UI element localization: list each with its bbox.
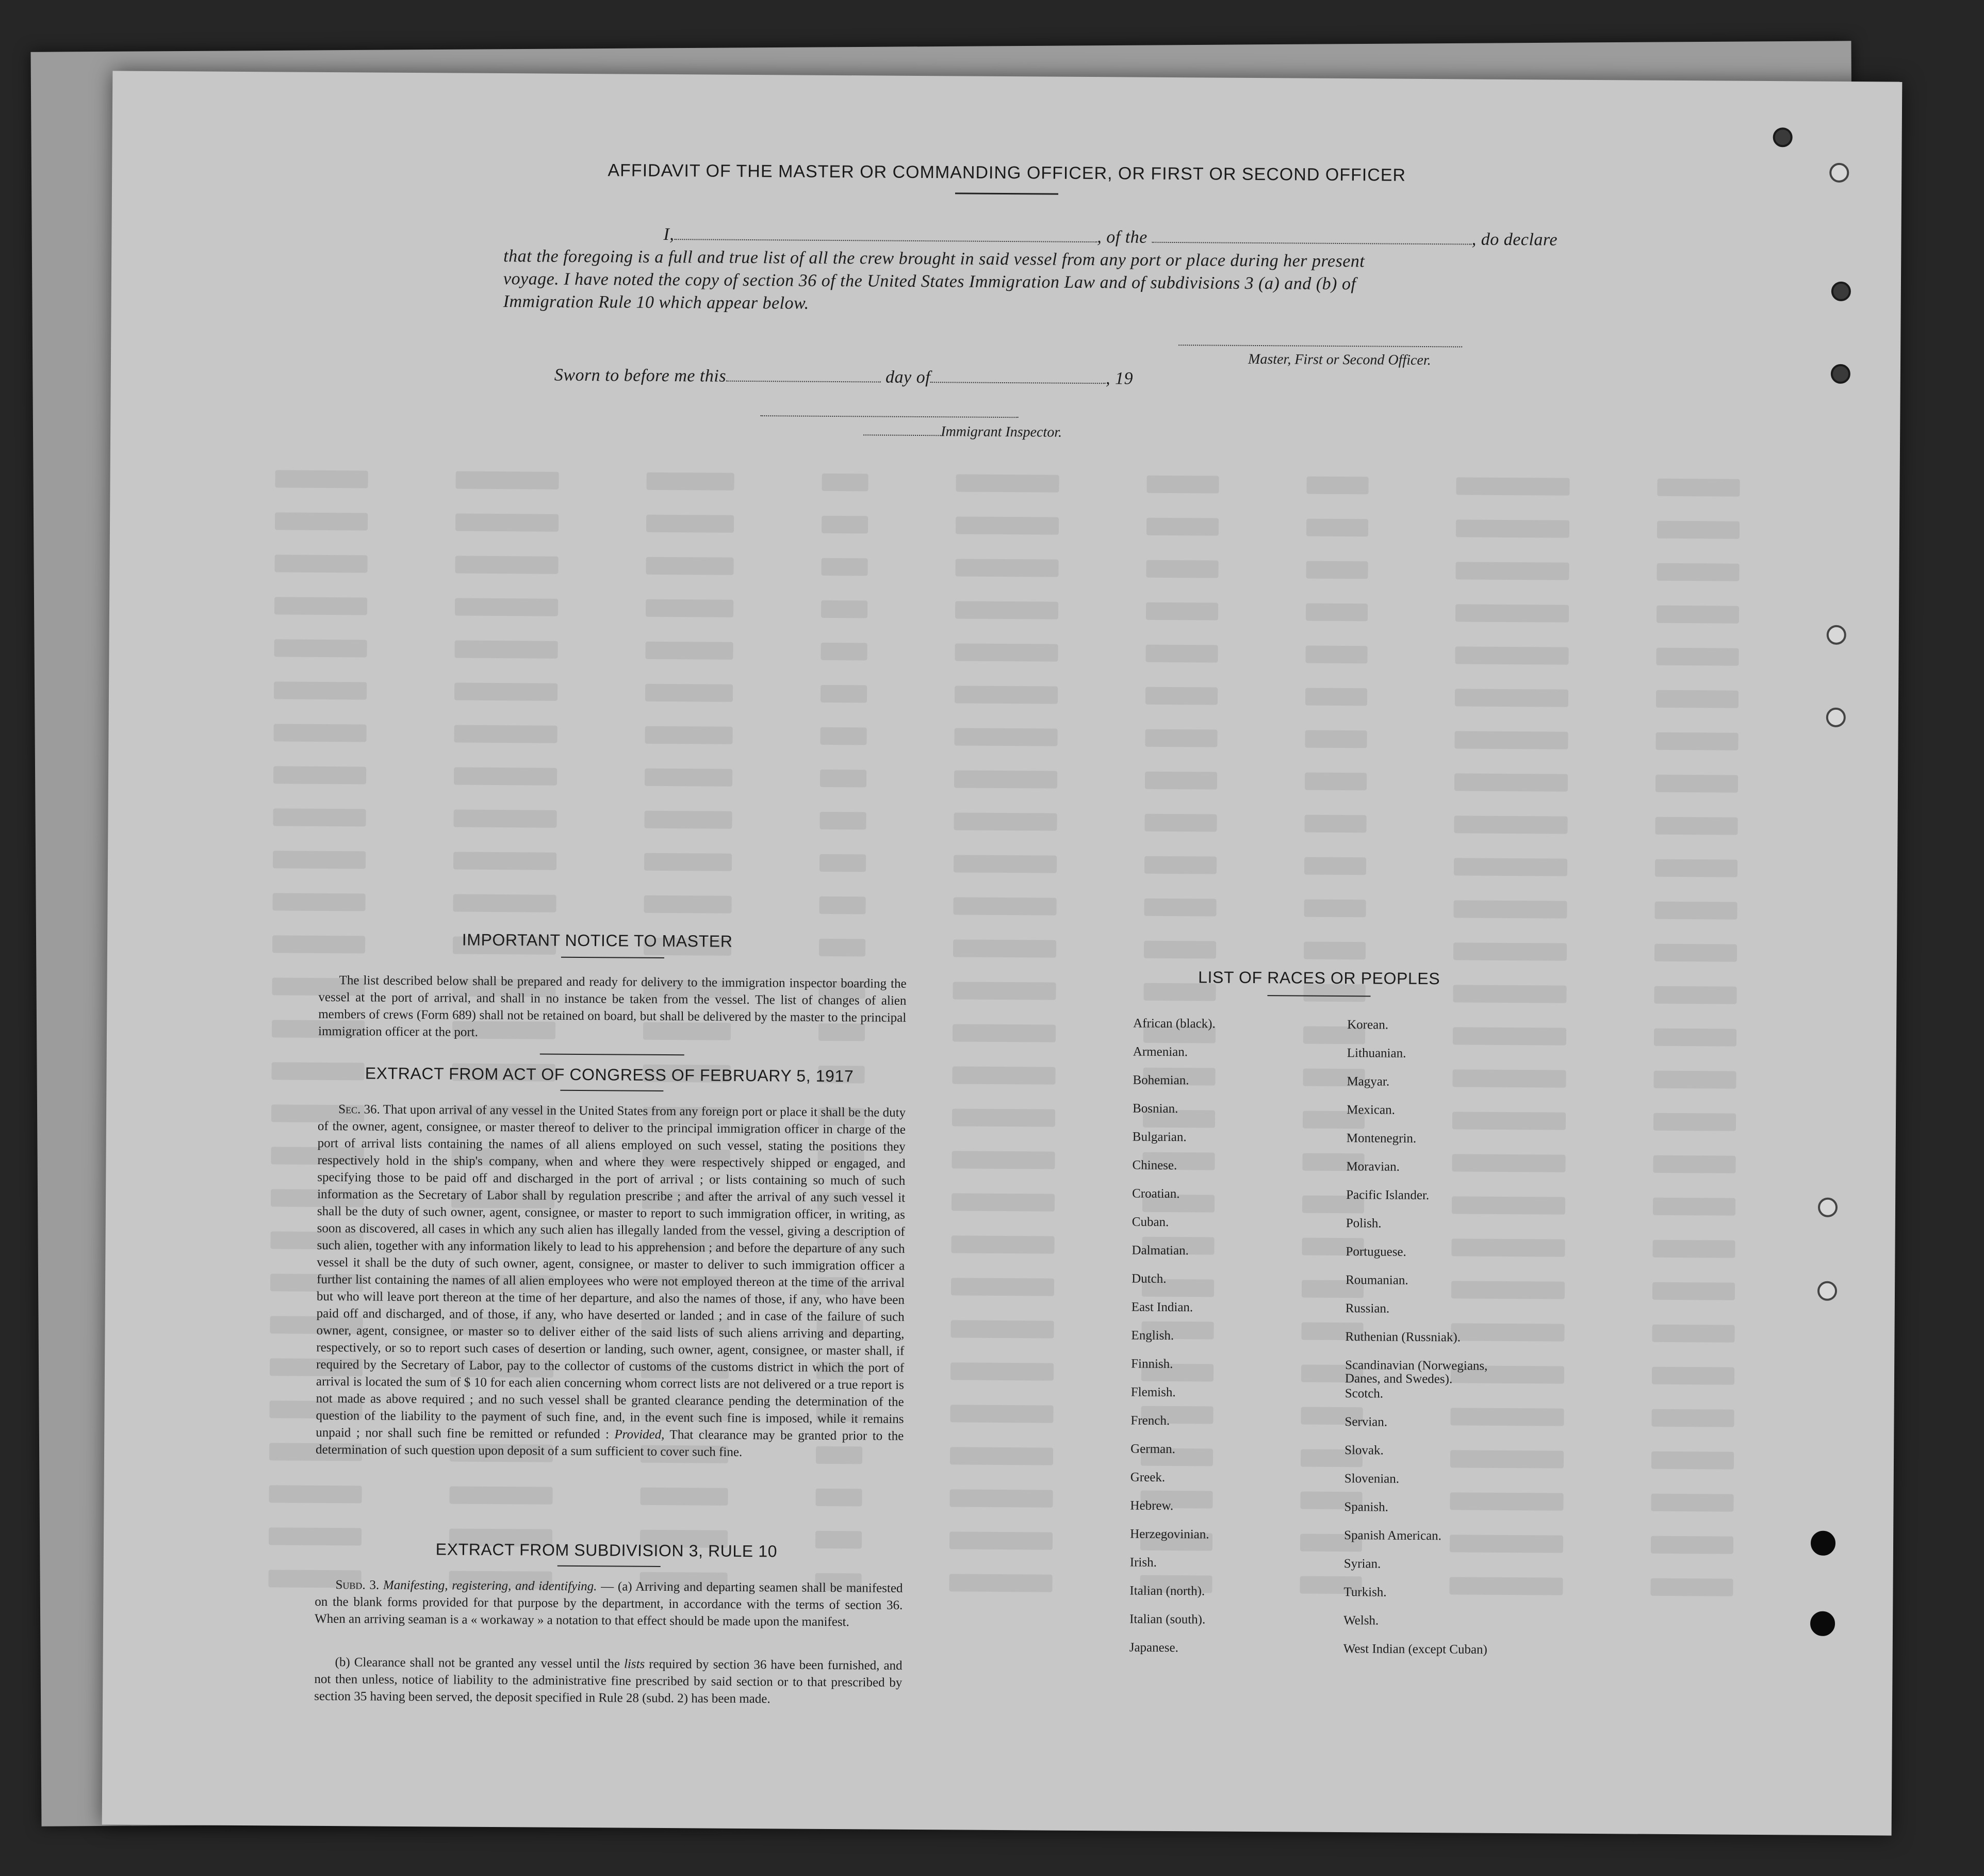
race-item: English.	[1131, 1328, 1174, 1343]
bleed-through-mark	[955, 559, 1058, 577]
bleed-through-mark	[1305, 773, 1367, 791]
bleed-through-mark	[640, 1488, 728, 1506]
bleed-through-mark	[1456, 519, 1569, 537]
bleed-through-mark	[819, 896, 865, 915]
sworn-month-blank[interactable]	[930, 377, 1106, 384]
race-item: Portuguese.	[1346, 1245, 1406, 1259]
bleed-through-mark	[954, 728, 1057, 746]
race-item: Bulgarian.	[1132, 1130, 1187, 1145]
bleed-through-mark	[821, 685, 867, 703]
race-item: Cuban.	[1132, 1215, 1169, 1229]
race-item: East Indian.	[1131, 1300, 1193, 1315]
bleed-through-mark	[949, 1489, 1053, 1507]
sworn-line	[554, 366, 1133, 389]
vessel-blank[interactable]	[1152, 237, 1472, 245]
bleed-through-mark	[1145, 772, 1217, 790]
race-item: Chinese.	[1132, 1158, 1177, 1173]
bleed-through-mark	[1653, 1071, 1736, 1089]
bleed-through-mark	[454, 641, 558, 659]
bleed-through-mark	[820, 770, 866, 788]
race-item: Spanish American.	[1344, 1528, 1442, 1543]
manifest-page	[102, 71, 1903, 1835]
bleed-through-mark	[950, 1405, 1053, 1423]
bleed-through-mark	[455, 471, 559, 490]
race-item: Greek.	[1130, 1470, 1166, 1485]
bleed-through-mark	[454, 683, 558, 701]
bleed-through-mark	[274, 681, 367, 699]
rule-subd-a	[315, 1576, 903, 1631]
race-item: Japanese.	[1129, 1640, 1178, 1655]
race-item: German.	[1130, 1442, 1175, 1457]
bleed-through-mark	[1655, 775, 1738, 793]
bleed-through-mark	[644, 853, 732, 871]
sworn-prefix: Sworn to before me this	[554, 365, 727, 386]
bleed-through-mark	[1657, 479, 1740, 497]
rule-a-label: — (a)	[601, 1579, 632, 1594]
bleed-through-mark	[1653, 1113, 1736, 1131]
race-item: Polish.	[1346, 1216, 1382, 1231]
bleed-through-mark	[644, 811, 732, 829]
punch-hole	[1831, 282, 1851, 301]
bleed-through-mark	[1454, 731, 1568, 749]
race-item: Russian.	[1345, 1301, 1390, 1316]
punch-hole	[1831, 364, 1850, 384]
punch-hole	[1818, 1198, 1838, 1217]
bleed-through-row	[273, 802, 1794, 842]
bleed-through-mark	[1454, 773, 1568, 791]
bleed-through-mark	[821, 558, 867, 576]
bleed-through-mark	[1306, 561, 1368, 579]
bleed-through-mark	[1653, 1155, 1735, 1173]
bleed-through-row	[274, 548, 1796, 589]
bleed-through-mark	[1146, 602, 1218, 621]
punch-hole	[1829, 163, 1849, 183]
bleed-through-mark	[1456, 477, 1569, 495]
bleed-through-mark	[955, 643, 1058, 661]
bleed-through-mark	[274, 554, 367, 573]
bleed-through-mark	[950, 1362, 1054, 1380]
bleed-through-mark	[1651, 1494, 1733, 1512]
inspector-label-text: Immigrant Inspector.	[941, 423, 1062, 441]
affidavit-declare-label: , do declare	[1471, 230, 1558, 250]
bleed-through-mark	[1656, 648, 1739, 666]
bleed-through-mark	[1655, 859, 1737, 877]
inspector-lead-blank	[863, 432, 941, 436]
bleed-through-mark	[455, 556, 558, 574]
bleed-through-mark	[950, 1447, 1053, 1465]
race-item: West Indian (except Cuban)	[1343, 1642, 1487, 1657]
bleed-through-mark	[819, 812, 866, 830]
races-title: LIST OF RACES OR PEOPLES	[1198, 968, 1440, 988]
bleed-through-mark	[1652, 1367, 1734, 1385]
bleed-through-mark	[822, 474, 868, 492]
bleed-through-mark	[1146, 518, 1219, 536]
race-item: Scandinavian (Norwegians, Danes, and Swedes).	[1344, 1358, 1488, 1386]
bleed-through-mark	[951, 1235, 1054, 1253]
race-item: Syrian.	[1343, 1557, 1381, 1571]
race-item: Spanish.	[1344, 1500, 1388, 1514]
race-item: Bosnian.	[1133, 1101, 1178, 1116]
races-right-column	[1343, 1018, 1523, 1672]
bleed-through-mark	[821, 600, 867, 618]
name-blank[interactable]	[674, 234, 1097, 242]
race-item: Scotch.	[1344, 1386, 1384, 1401]
bleed-through-rows	[102, 71, 1903, 1835]
race-item: Flemish.	[1130, 1385, 1176, 1400]
bleed-through-row	[274, 675, 1795, 715]
bleed-through-mark	[949, 1574, 1052, 1592]
race-item: Slovak.	[1344, 1443, 1384, 1458]
punch-hole	[1773, 127, 1793, 147]
bleed-through-row	[269, 1479, 1790, 1519]
bleed-through-mark	[273, 724, 366, 742]
punch-hole	[1827, 625, 1846, 645]
bleed-through-mark	[645, 726, 732, 744]
notice-title: IMPORTANT NOTICE TO MASTER	[462, 930, 733, 951]
bleed-through-mark	[453, 894, 556, 912]
bleed-through-mark	[1455, 562, 1569, 580]
bleed-through-mark	[1651, 1451, 1734, 1470]
race-item: Italian (north).	[1129, 1584, 1205, 1598]
bleed-through-mark	[950, 1320, 1054, 1338]
bleed-through-mark	[275, 470, 368, 488]
race-item: Armenian.	[1133, 1045, 1188, 1059]
rule-b-text-2: required by section 36 have been furnished, and not then unless, notice of liability to the administrative fine prescribed by said section or to that prescribed by section 35 having been served, the deposit specified in Rule 28 (subd. 2) has been made.	[314, 1657, 903, 1706]
bleed-through-mark	[821, 643, 867, 661]
bleed-through-mark	[1306, 477, 1368, 495]
bleed-through-mark	[644, 895, 731, 913]
bleed-through-mark	[453, 852, 556, 870]
bleed-through-row	[275, 506, 1796, 546]
act-sec-label: Sec. 36.	[338, 1102, 380, 1117]
bleed-through-mark	[1146, 560, 1218, 578]
punch-hole	[1810, 1611, 1835, 1636]
bleed-through-mark	[1651, 1409, 1734, 1427]
punch-hole	[1826, 708, 1846, 727]
bleed-through-mark	[1145, 729, 1217, 747]
punch-hole	[1811, 1531, 1835, 1556]
affidavit-line-3: voyage. I have noted the copy of section 36 of the United States Immigration Law and of subdivisions 3 (a) and (b) of	[503, 269, 1356, 294]
race-item: Croatian.	[1132, 1186, 1180, 1201]
bleed-through-mark	[953, 897, 1056, 915]
bleed-through-mark	[953, 982, 1056, 1000]
race-item: Ruthenian (Russniak).	[1345, 1330, 1461, 1345]
bleed-through-mark	[952, 1151, 1055, 1169]
bleed-through-mark	[1657, 563, 1739, 581]
race-item: Magyar.	[1347, 1074, 1390, 1089]
bleed-through-mark	[1144, 814, 1217, 832]
race-item: Welsh.	[1343, 1613, 1379, 1628]
act-provided: Provided,	[614, 1427, 665, 1442]
bleed-through-mark	[1652, 1240, 1735, 1258]
bleed-through-mark	[1304, 942, 1366, 960]
bleed-through-mark	[1454, 815, 1567, 834]
bleed-through-mark	[1654, 1029, 1736, 1047]
bleed-through-mark	[953, 939, 1056, 957]
bleed-through-mark	[952, 1108, 1055, 1127]
affidavit-title: AFFIDAVIT OF THE MASTER OR COMMANDING OFFICER, OR FIRST OR SECOND OFFICER	[608, 160, 1406, 185]
bleed-through-mark	[455, 598, 558, 616]
bleed-through-mark	[954, 812, 1057, 830]
bleed-through-mark	[646, 515, 734, 533]
race-item: Hebrew.	[1130, 1498, 1174, 1513]
bleed-through-mark	[952, 1193, 1055, 1211]
bleed-through-mark	[1145, 687, 1218, 705]
bleed-through-mark	[1305, 688, 1367, 706]
sworn-day-label: day of	[885, 367, 931, 387]
bleed-through-mark	[646, 599, 733, 617]
bleed-through-mark	[272, 893, 365, 911]
bleed-through-mark	[1306, 603, 1368, 622]
rule-subd-b	[314, 1654, 903, 1708]
bleed-through-mark	[1144, 941, 1216, 959]
bleed-through-mark	[454, 768, 557, 786]
bleed-through-mark	[453, 809, 556, 827]
bleed-through-mark	[645, 769, 732, 787]
bleed-through-row	[272, 887, 1794, 927]
bleed-through-mark	[1146, 476, 1219, 494]
bleed-through-row	[273, 844, 1794, 885]
race-item: Roumanian.	[1346, 1273, 1408, 1287]
act-text-body: That upon arrival of any vessel in the United States from any foreign port or place it shall be the duty of the owner, agent, consignee, or master thereof to deliver to the principal immigration officer in charge of the port of arrival lists containing the names of all aliens employed on such vessel, stating the positions they respectively hold in the ship's company, when and where they were respectively shipped or engaged, and specifying those to be paid off and discharged in the port of arrival ; or lists containing so much of such information as the Secretary of Labor shall by regulation prescribe ; and after the arrival of any such vessel it shall be the duty of such owner, agent, consignee, or master to report to such immigration officer, in writing, as soon as discovered, all cases in which any such alien has illegally landed from the vessel, giving a description of such alien, together with any information likely to lead to his apprehension ; and before the departure of any such vessel it shall be the duty of such owner, agent, consignee, or master to deliver to such immigration officer a further list containing the names of all alien employees who were not employed thereon at the time of the arrival but who will leave port thereon at the time of her departure, and also the names of those, if any, who have been paid off and discharged, and of those, if any, who have deserted or landed ; and in case of the failure of such owner, agent, consignee, or master so to deliver either of the said lists of such aliens arriving and departing, respectively, or so to report such cases of desertion or landing, such owner, agent, consignee, or master shall, if required by the Secretary of Labor, pay to the collector of customs of the customs district in which the port of arrival is located the sum of $ 10 for each alien concerning whom correct lists are not delivered or a true report is not made as above required ; and no such vessel shall be granted clearance pending the determination of the question of the liability to the payment of such fine, and, in the event such fine is imposed, while it remains unpaid ; nor shall such fine be remitted or refunded :	[316, 1102, 906, 1442]
bleed-through-mark	[1304, 815, 1366, 833]
bleed-through-mark	[1455, 646, 1568, 664]
race-item: Lithuanian.	[1347, 1046, 1406, 1061]
bleed-through-mark	[1654, 902, 1737, 920]
bleed-through-mark	[1304, 857, 1366, 875]
races-left-column	[1129, 1017, 1216, 1670]
race-item: Dutch.	[1132, 1271, 1167, 1286]
bleed-through-mark	[1656, 690, 1739, 708]
race-item: African (black).	[1133, 1016, 1216, 1031]
bleed-through-mark	[1654, 986, 1736, 1004]
rule-subd-label: Subd. 3.	[335, 1578, 380, 1592]
bleed-through-mark	[1306, 519, 1368, 537]
bleed-through-mark	[955, 686, 1058, 704]
race-item: Bohemian.	[1133, 1073, 1189, 1088]
sworn-day-blank[interactable]	[726, 376, 881, 383]
bleed-through-mark	[1455, 689, 1568, 707]
bleed-through-mark	[454, 725, 557, 743]
affidavit-line-4: Immigration Rule 10 which appear below.	[503, 292, 809, 313]
race-item: Servian.	[1344, 1415, 1388, 1429]
bleed-through-mark	[815, 1489, 862, 1507]
rule-b-text-1: Clearance shall not be granted any vessel until the	[354, 1655, 620, 1671]
rule-subd-heading: Manifesting, registering, and identifying.	[383, 1578, 597, 1594]
bleed-through-mark	[819, 854, 866, 872]
bleed-through-mark	[273, 808, 366, 826]
bleed-through-mark	[455, 514, 559, 532]
bleed-through-mark	[956, 516, 1059, 534]
bleed-through-mark	[1144, 856, 1217, 874]
act-title: EXTRACT FROM ACT OF CONGRESS OF FEBRUARY 5, 1917	[365, 1064, 854, 1086]
bleed-through-mark	[1144, 899, 1216, 917]
punch-hole	[1817, 1281, 1837, 1301]
bleed-through-mark	[274, 639, 367, 657]
race-item: French.	[1130, 1413, 1170, 1428]
bleed-through-mark	[955, 601, 1058, 619]
bleed-through-mark	[275, 512, 368, 530]
rule-title: EXTRACT FROM SUBDIVISION 3, RULE 10	[435, 1540, 778, 1561]
bleed-through-mark	[645, 684, 733, 702]
bleed-through-mark	[1655, 732, 1738, 751]
bleed-through-mark	[1657, 606, 1739, 624]
race-item: Turkish.	[1343, 1585, 1387, 1600]
race-item: Dalmatian.	[1132, 1243, 1189, 1258]
race-item: Mexican.	[1347, 1103, 1395, 1117]
bleed-through-mark	[1453, 942, 1567, 960]
race-item: Moravian.	[1346, 1160, 1400, 1174]
bleed-through-mark	[646, 557, 733, 575]
bleed-through-mark	[951, 1278, 1054, 1296]
race-item: Herzegovinian.	[1130, 1527, 1209, 1542]
race-item: Slovenian.	[1344, 1472, 1400, 1486]
bleed-through-mark	[1145, 645, 1218, 663]
bleed-through-mark	[273, 851, 366, 869]
bleed-through-mark	[1653, 1198, 1735, 1216]
rule-a-text: Arriving and departing seamen shall be manifested on the blank forms provided for that purpose by the department, in accordance with the terms of section 36. When an arriving seaman is a « workaway » a notation to that effect should be made upon the manifest.	[315, 1579, 903, 1629]
bleed-through-mark	[449, 1486, 552, 1504]
race-item: Pacific Islander.	[1346, 1188, 1430, 1203]
bleed-through-mark	[953, 1024, 1056, 1042]
bleed-through-mark	[1305, 646, 1367, 664]
bleed-through-mark	[1652, 1282, 1735, 1300]
bleed-through-row	[274, 633, 1795, 673]
bleed-through-mark	[1650, 1578, 1733, 1596]
affidavit-of-label: , of the	[1097, 227, 1147, 247]
bleed-through-mark	[1305, 730, 1367, 748]
bleed-through-mark	[820, 727, 866, 745]
bleed-through-mark	[269, 1485, 362, 1503]
bleed-through-mark	[822, 516, 868, 534]
inspector-label	[863, 423, 1062, 441]
act-text	[316, 1101, 906, 1462]
bleed-through-mark	[274, 597, 367, 615]
bleed-through-mark	[1657, 521, 1740, 539]
bleed-through-row	[273, 760, 1795, 800]
affidavit-i-label: I,	[663, 224, 675, 244]
bleed-through-mark	[1655, 817, 1737, 835]
bleed-through-mark	[952, 1066, 1055, 1084]
notice-text: The list described below shall be prepared and ready for delivery to the immigration inspector boarding the vessel at the port of arrival, and shall in no instance be taken from the vessel. The list of changes of alien members of crews (Form 689) shall not be retained on board, but shall be delivered by the master to the principal immigration officer at the port.	[318, 973, 907, 1039]
bleed-through-row	[273, 717, 1795, 758]
bleed-through-mark	[1652, 1325, 1734, 1343]
rule-b-lists: lists	[624, 1657, 645, 1671]
bleed-through-mark	[645, 642, 733, 660]
bleed-through-mark	[1651, 1536, 1733, 1554]
race-item: Korean.	[1347, 1018, 1389, 1032]
bleed-through-row	[274, 591, 1796, 631]
race-item: Finnish.	[1131, 1357, 1173, 1372]
race-item: Italian (south).	[1129, 1612, 1206, 1627]
act-text-after: That clearance may be granted prior to the determination of such question upon deposit of a sum sufficient to cover such fine.	[316, 1428, 904, 1459]
bleed-through-mark	[646, 472, 734, 491]
bleed-through-mark	[1654, 944, 1737, 962]
race-item: Montenegrin.	[1346, 1131, 1417, 1146]
bleed-through-mark	[273, 766, 366, 784]
bleed-through-mark	[956, 474, 1059, 492]
affidavit-line-2: that the foregoing is a full and true list of all the crew brought in said vessel from any port or place during her present	[503, 247, 1365, 271]
bleed-through-row	[275, 464, 1796, 504]
sworn-year-label: , 19	[1105, 369, 1134, 388]
rule-b-label: (b)	[335, 1655, 350, 1670]
master-signature-label: Master, First or Second Officer.	[1248, 351, 1431, 369]
bleed-through-mark	[1455, 604, 1569, 622]
bleed-through-mark	[1304, 900, 1366, 918]
bleed-through-mark	[954, 770, 1057, 788]
bleed-through-mark	[1454, 858, 1567, 876]
race-item: Irish.	[1129, 1555, 1157, 1570]
bleed-through-mark	[954, 855, 1057, 873]
bleed-through-mark	[949, 1531, 1053, 1549]
bleed-through-mark	[1453, 900, 1567, 918]
